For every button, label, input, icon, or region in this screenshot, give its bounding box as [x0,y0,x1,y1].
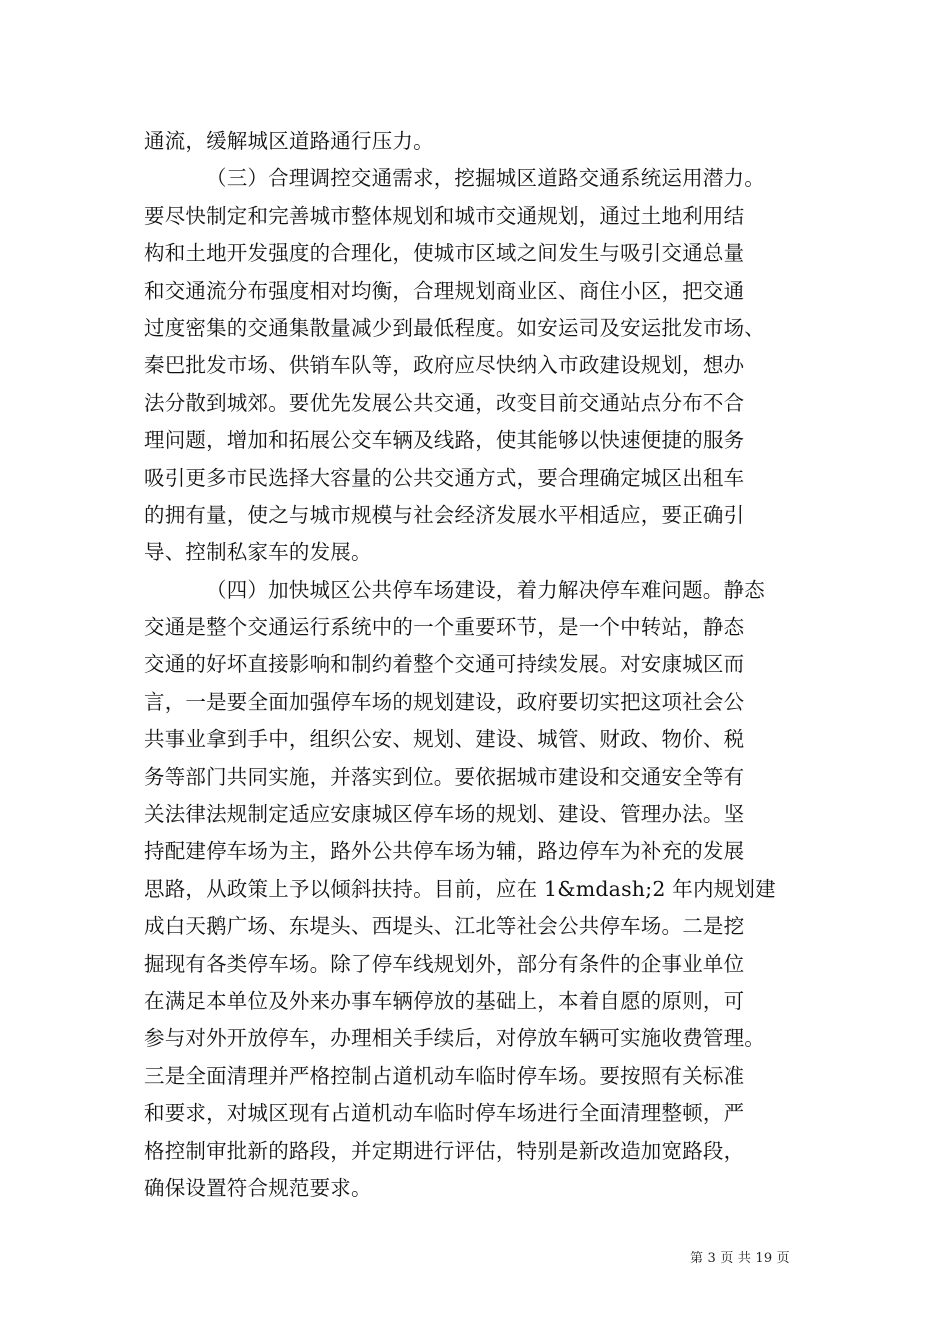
text-line: 三是全面清理并严格控制占道机动车临时停车场。要按照有关标准 [144,1063,745,1088]
text-line: 持配建停车场为主，路外公共停车场为辅，路边停车为补充的发展 [144,839,745,864]
text-line: 法分散到城郊。要优先发展公共交通，改变目前交通站点分布不合 [144,390,745,415]
text-line: 理问题，增加和拓展公交车辆及线路，使其能够以快速便捷的服务 [144,428,745,453]
text-line: 言，一是要全面加强停车场的规划建设，政府要切实把这项社会公 [144,689,745,714]
text-line: 确保设置符合规范要求。 [144,1175,372,1200]
text-line: 通流，缓解城区道路通行压力。 [144,129,434,153]
text-line: 秦巴批发市场、供销车队等，政府应尽快纳入市政建设规划，想办 [144,353,745,378]
text-line: 要尽快制定和完善城市整体规划和城市交通规划，通过土地利用结 [144,203,745,228]
page-number-footer: 第 3 页 共 19 页 [690,1251,790,1266]
text-line: 掘现有各类停车场。除了停车线规划外，部分有条件的企事业单位 [144,951,745,976]
text-line: 导、控制私家车的发展。 [144,540,372,565]
text-line: 的拥有量，使之与城市规模与社会经济发展水平相适应，要正确引 [144,502,745,527]
text-line: 交通的好坏直接影响和制约着整个交通可持续发展。对安康城区而 [144,652,745,677]
paragraph-heading-4: （四）加快城区公共停车场建设，着力解决停车难问题。静态 [206,577,765,602]
text-line: 关法律法规制定适应安康城区停车场的规划、建设、管理办法。坚 [144,802,745,827]
text-line: 参与对外开放停车，办理相关手续后，对停放车辆可实施收费管理。 [144,1026,765,1051]
document-body [144,123,814,1207]
text-line: 构和土地开发强度的合理化，使城市区域之间发生与吸引交通总量 [144,241,745,266]
text-line: 格控制审批新的路段，并定期进行评估，特别是新改造加宽路段， [144,1138,745,1163]
text-line: 思路，从政策上予以倾斜扶持。目前，应在 1&mdash;2 年内规划建 [144,876,776,901]
text-line: 在满足本单位及外来办事车辆停放的基础上，本着自愿的原则，可 [144,988,745,1013]
text-line: 共事业拿到手中，组织公安、规划、建设、城管、财政、物价、税 [144,727,745,752]
text-line: 交通是整个交通运行系统中的一个重要环节，是一个中转站，静态 [144,615,745,640]
text-line: 和交通流分布强度相对均衡，合理规划商业区、商住小区，把交通 [144,278,745,303]
text-line: 成白天鹅广场、东堤头、西堤头、江北等社会公共停车场。二是挖 [144,914,745,939]
text-line: 过度密集的交通集散量减少到最低程度。如安运司及安运批发市场、 [144,315,765,340]
text-line: 务等部门共同实施，并落实到位。要依据城市建设和交通安全等有 [144,764,745,789]
paragraph-heading-3: （三）合理调控交通需求，挖掘城区道路交通系统运用潜力。 [206,166,765,191]
text-line: 吸引更多市民选择大容量的公共交通方式，要合理确定城区出租车 [144,465,745,490]
text-line: 和要求，对城区现有占道机动车临时停车场进行全面清理整顿，严 [144,1101,745,1126]
